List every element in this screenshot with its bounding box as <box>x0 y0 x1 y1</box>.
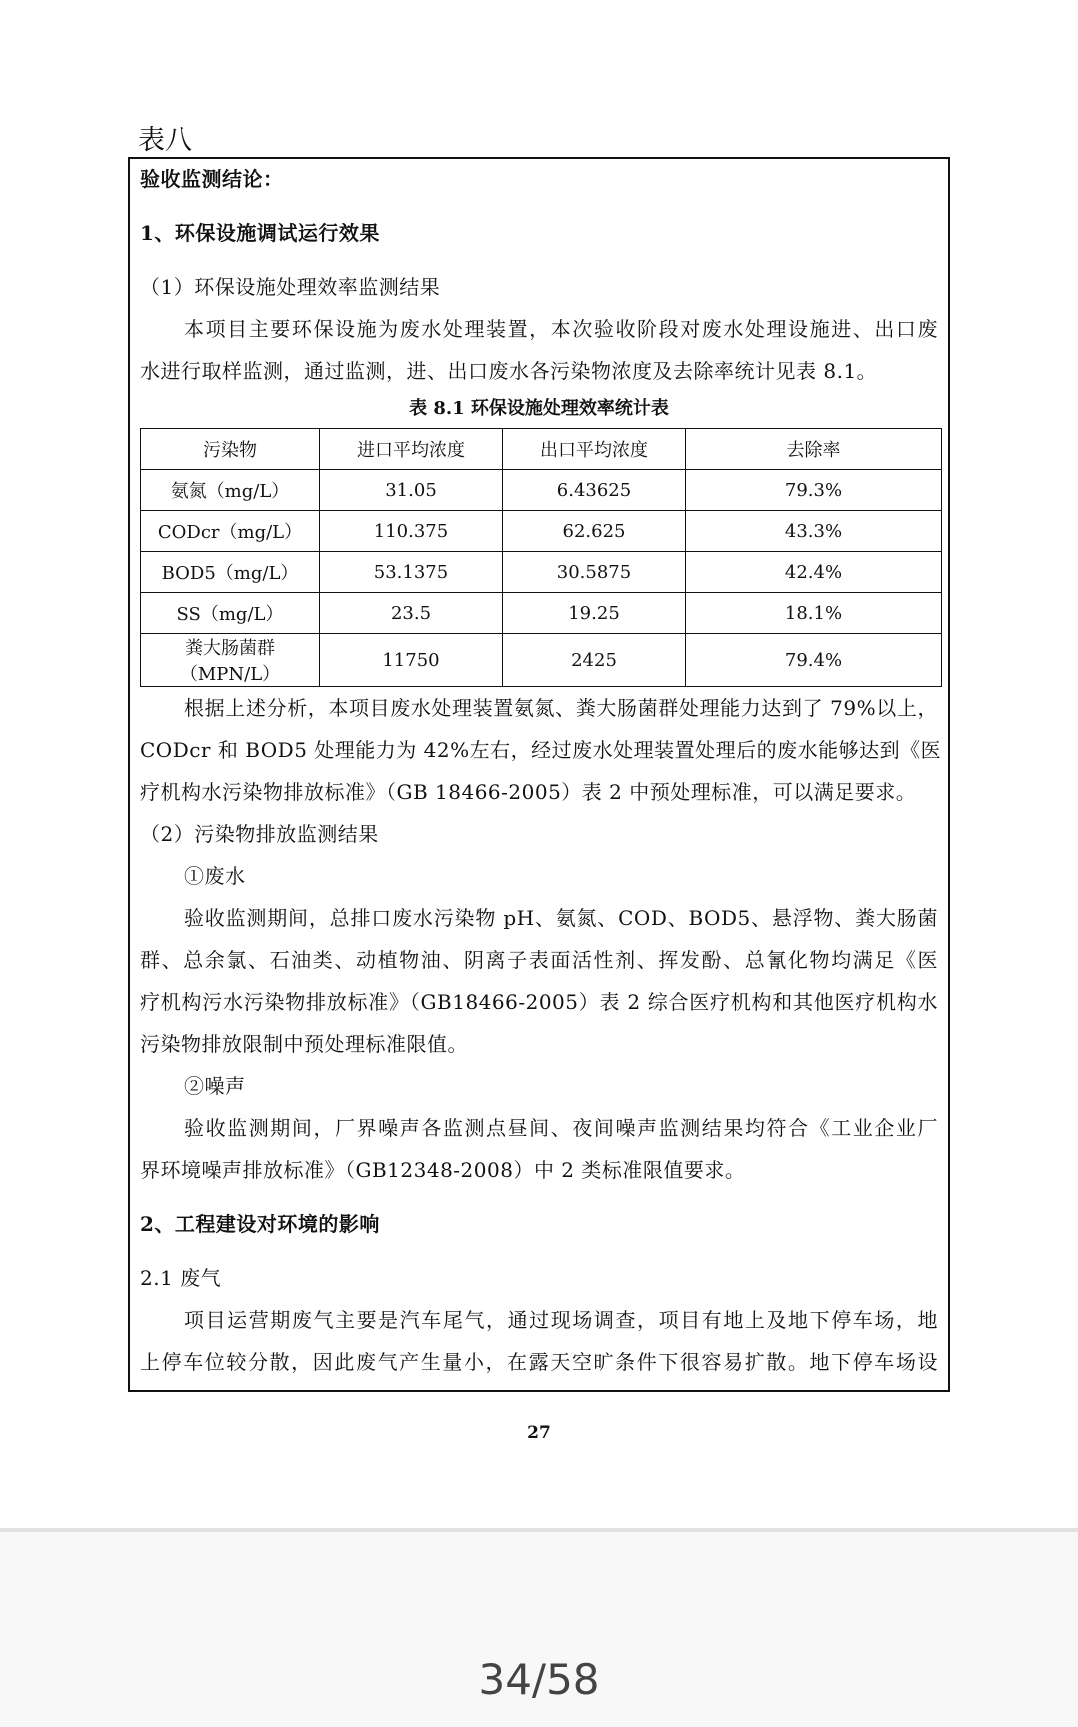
paragraph-line: 根据上述分析，本项目废水处理装置氨氮、粪大肠菌群处理能力达到了 79%以上， <box>184 696 938 720</box>
page-number: 27 <box>527 1423 551 1443</box>
subsection-1-title: （1）环保设施处理效率监测结果 <box>140 275 441 299</box>
wastewater-title: ①废水 <box>184 864 246 888</box>
inlet-cell: 31.05 <box>320 470 503 511</box>
paragraph-line: 本项目主要环保设施为废水处理装置，本次验收阶段对废水处理设施进、出口废 <box>184 317 938 341</box>
paragraph-line: 验收监测期间，总排口废水污染物 pH、氨氮、COD、BOD5、悬浮物、粪大肠菌 <box>184 906 938 930</box>
paragraph-line: 污染物排放限制中预处理标准限值。 <box>140 1032 468 1056</box>
table-row <box>141 511 942 552</box>
paragraph-line: 项目运营期废气主要是汽车尾气，通过现场调查，项目有地上及地下停车场，地 <box>184 1308 938 1332</box>
outlet-cell: 19.25 <box>503 593 686 634</box>
removal-cell: 43.3% <box>686 511 942 552</box>
paragraph-line: 群、总余氯、石油类、动植物油、阴离子表面活性剂、挥发酚、总氰化物均满足《医 <box>140 948 938 972</box>
section-1-title: 1、环保设施调试运行效果 <box>140 221 380 245</box>
pollutant-cell: BOD5（mg/L） <box>141 552 320 593</box>
paragraph-line: CODcr 和 BOD5 处理能力为 42%左右，经过废水处理装置处理后的废水能够达到《医 <box>140 738 942 762</box>
removal-cell: 18.1% <box>686 593 942 634</box>
paragraph-line: 疗机构污水污染物排放标准》（GB18466-2005）表 2 综合医疗机构和其他医疗机构水 <box>140 990 938 1014</box>
paragraph-line: 验收监测期间，厂界噪声各监测点昼间、夜间噪声监测结果均符合《工业企业厂 <box>184 1116 938 1140</box>
content-frame <box>128 157 950 1392</box>
inlet-cell: 53.1375 <box>320 552 503 593</box>
outlet-cell: 30.5875 <box>503 552 686 593</box>
table-row <box>141 552 942 593</box>
table-row <box>141 634 942 687</box>
efficiency-table <box>140 428 942 687</box>
removal-cell: 42.4% <box>686 552 942 593</box>
pollutant-cell: 粪大肠菌群（MPN/L） <box>141 634 320 687</box>
section-label: 表八 <box>138 125 192 156</box>
table-row <box>141 593 942 634</box>
column-header: 污染物 <box>141 429 320 470</box>
removal-cell: 79.4% <box>686 634 942 687</box>
conclusion-heading: 验收监测结论： <box>140 167 284 191</box>
paragraph-line: 界环境噪声排放标准》（GB12348-2008）中 2 类标准限值要求。 <box>140 1158 746 1182</box>
column-header: 出口平均浓度 <box>503 429 686 470</box>
column-header: 进口平均浓度 <box>320 429 503 470</box>
inlet-cell: 11750 <box>320 634 503 687</box>
pollutant-cell: SS（mg/L） <box>141 593 320 634</box>
column-header: 去除率 <box>686 429 942 470</box>
paragraph-line: 水进行取样监测，通过监测，进、出口废水各污染物浓度及去除率统计见表 8.1。 <box>140 359 878 383</box>
subsection-2-1-title: 2.1 废气 <box>140 1266 222 1290</box>
subsection-2-title: （2）污染物排放监测结果 <box>140 822 379 846</box>
paragraph-line: 疗机构水污染物排放标准》（GB 18466-2005）表 2 中预处理标准，可以满足要求。 <box>140 780 917 804</box>
table-row <box>141 470 942 511</box>
outlet-cell: 2425 <box>503 634 686 687</box>
page-counter: 34/58 <box>478 1655 600 1704</box>
paragraph-line: 上停车位较分散，因此废气产生量小，在露天空旷条件下很容易扩散。地下停车场设 <box>140 1350 938 1374</box>
inlet-cell: 23.5 <box>320 593 503 634</box>
section-2-title: 2、工程建设对环境的影响 <box>140 1212 380 1236</box>
table-header-row <box>141 429 942 470</box>
pollutant-cell: 氨氮（mg/L） <box>141 470 320 511</box>
pollutant-cell: CODcr（mg/L） <box>141 511 320 552</box>
content-body <box>140 159 942 1383</box>
noise-title: ②噪声 <box>184 1074 246 1098</box>
removal-cell: 79.3% <box>686 470 942 511</box>
outlet-cell: 6.43625 <box>503 470 686 511</box>
outlet-cell: 62.625 <box>503 511 686 552</box>
table-caption: 表 8.1 环保设施处理效率统计表 <box>409 398 669 419</box>
inlet-cell: 110.375 <box>320 511 503 552</box>
